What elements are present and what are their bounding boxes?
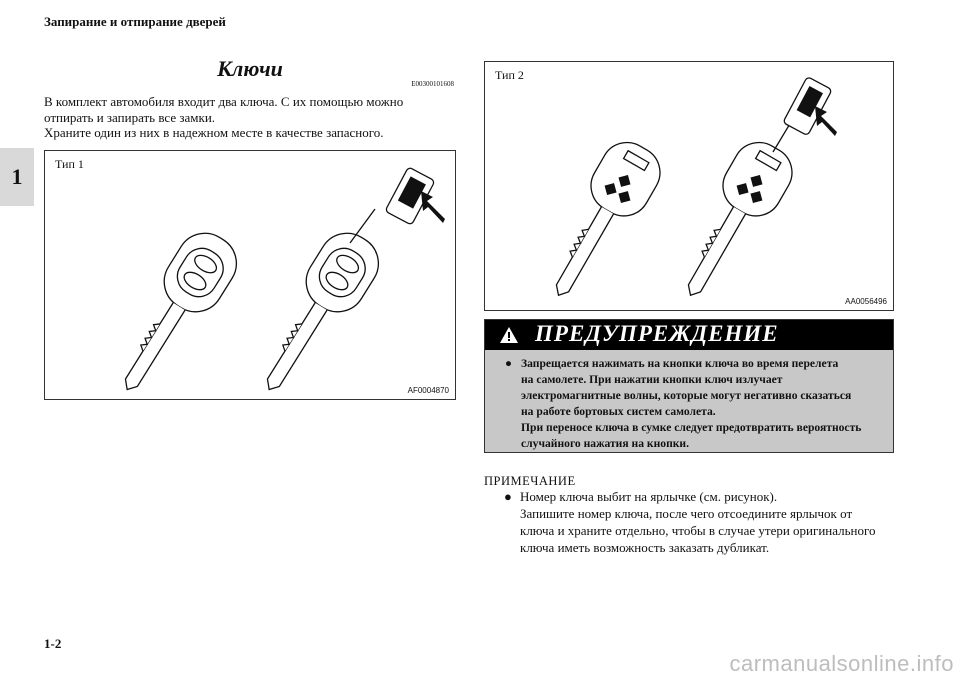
warning-line: случайного нажатия на кнопки. — [521, 437, 690, 450]
figure-label: Тип 2 — [495, 68, 524, 82]
note-line: ключа и храните отдельно, чтобы в случае утери оригинального — [520, 523, 876, 538]
key-type1-illustration — [45, 151, 455, 399]
warning-title: ПРЕДУПРЕЖДЕНИЕ — [535, 321, 779, 346]
warning-line: на работе бортовых систем самолета. — [521, 405, 716, 418]
warning-line: на самолете. При нажатии кнопки ключ излучает — [521, 373, 783, 386]
note-text — [504, 488, 894, 556]
key-illustration — [665, 133, 802, 310]
warning-box — [484, 319, 894, 453]
intro-line: В комплект автомобиля входит два ключа. С их помощью можно — [44, 94, 404, 109]
note-line: Номер ключа выбит на ярлычке (см. рисунок). — [520, 489, 778, 504]
key-tag-illustration — [783, 77, 832, 136]
arrow-icon — [421, 191, 445, 223]
watermark: carmanualsonline.info — [729, 651, 954, 676]
page-number: 1-2 — [44, 636, 62, 651]
note-line: ключа иметь возможность заказать дубликат. — [520, 540, 770, 555]
warning-line: Запрещается нажимать на кнопки ключа во время перелета — [521, 357, 839, 370]
bullet: ● — [504, 489, 512, 504]
section-code: E00300101608 — [411, 80, 454, 88]
chapter-tab: 1 — [0, 148, 34, 206]
warning-header — [485, 320, 893, 350]
figure-label: Тип 1 — [55, 157, 84, 171]
intro-line: отпирать и запирать все замки. — [44, 109, 216, 125]
section-title: Ключи — [217, 56, 283, 81]
key-illustration — [244, 223, 389, 399]
warning-line: электромагнитные волны, которые могут негативно сказаться — [521, 389, 852, 402]
figure-code: AA0056496 — [845, 297, 887, 306]
figure-code: AF0004870 — [407, 386, 449, 395]
key-illustration — [102, 223, 247, 399]
bullet: ● — [505, 357, 513, 370]
note-title: ПРИМЕЧАНИЕ — [484, 474, 576, 488]
intro-line: Храните один из них в надежном месте в качестве запасного. — [44, 125, 384, 140]
warning-triangle-icon — [499, 326, 519, 344]
header-title: Запирание и отпирание дверей — [44, 14, 226, 29]
figure-type1 — [44, 150, 456, 400]
intro-text — [44, 94, 458, 141]
warning-text — [505, 356, 887, 452]
figure-type2 — [484, 61, 894, 311]
key-illustration — [533, 133, 670, 310]
arrow-icon — [815, 106, 837, 136]
note-line: Запишите номер ключа, после чего отсоедините ярлычок от — [520, 506, 853, 521]
warning-line: При переносе ключа в сумке следует предотвратить вероятность — [521, 421, 862, 434]
key-type2-illustration — [485, 62, 893, 310]
